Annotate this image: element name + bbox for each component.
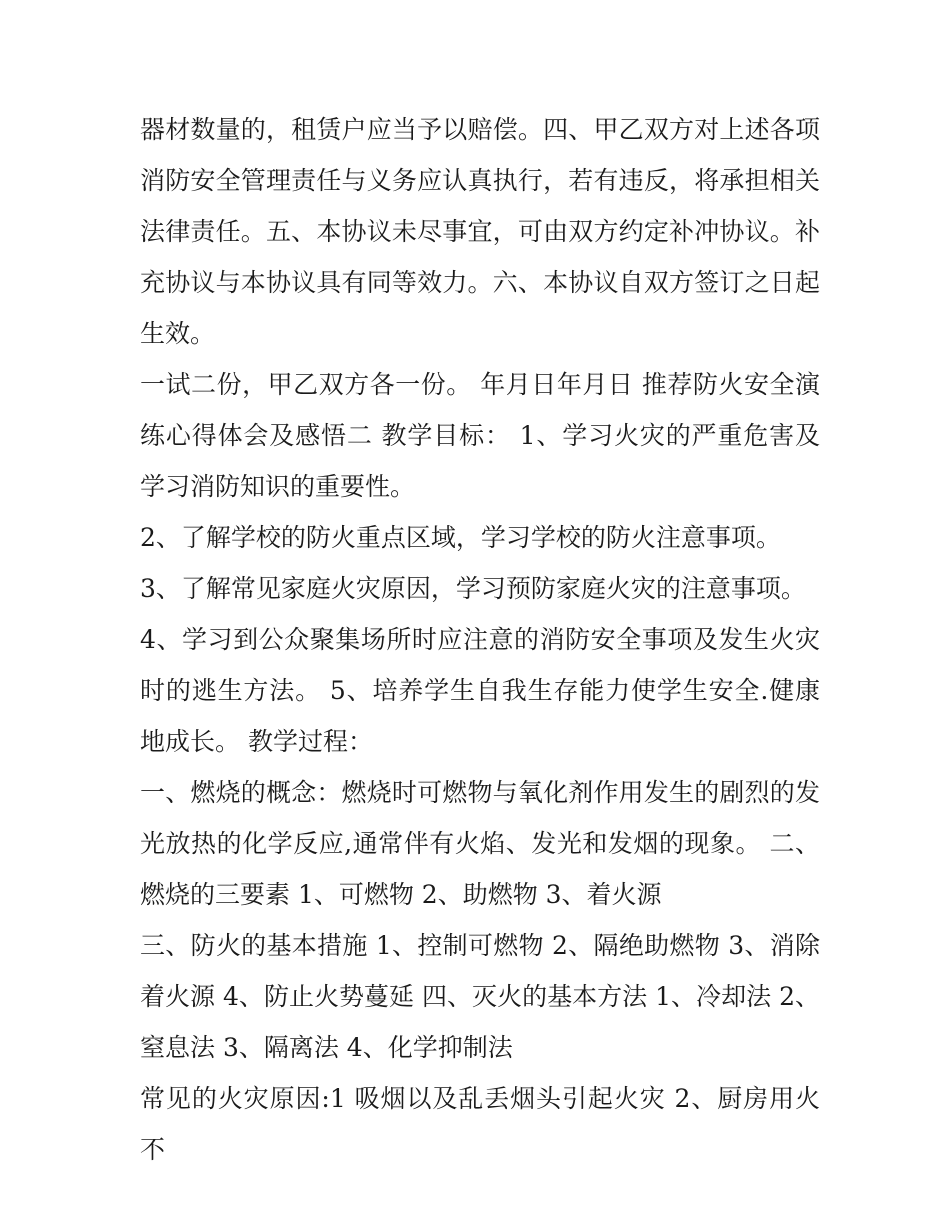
- paragraph-8: 常见的火灾原因:1 吸烟以及乱丢烟头引起火灾 2、厨房用火不: [140, 1084, 820, 1164]
- paragraph-1: 器材数量的，租赁户应当予以赔偿。四、甲乙双方对上述各项消防安全管理责任与义务应认真执行，若有违反，将承担相关法律责任。五、本协议未尽事宜，可由双方约定补冲协议。补充协议与本协议具有同等效力。六、本协议自双方签订之日起生效。: [140, 115, 820, 348]
- paragraph-7: 三、防火的基本措施 1、控制可燃物 2、隔绝助燃物 3、消除着火源 4、防止火势蔓延 四、灭火的基本方法 1、冷却法 2、窒息法 3、隔离法 4、化学抑制法: [140, 931, 820, 1062]
- paragraph-2: 一试二份，甲乙双方各一份。 年月日年月日 推荐防火安全演练心得体会及感悟二 教学目标： 1、学习火灾的严重危害及学习消防知识的重要性。: [140, 370, 820, 501]
- document-body: [140, 104, 820, 1175]
- paragraph-5: 4、学习到公众聚集场所时应注意的消防安全事项及发生火灾时的逃生方法。 5、培养学生自我生存能力使学生安全.健康地成长。 教学过程：: [140, 625, 820, 756]
- paragraph-6: 一、燃烧的概念：燃烧时可燃物与氧化剂作用发生的剧烈的发光放热的化学反应,通常伴有火焰、发光和发烟的现象。 二、燃烧的三要素 1、可燃物 2、助燃物 3、着火源: [140, 778, 820, 909]
- paragraph-4: 3、了解常见家庭火灾原因，学习预防家庭火灾的注意事项。: [140, 574, 806, 603]
- paragraph-3: 2、了解学校的防火重点区域，学习学校的防火注意事项。: [140, 523, 781, 552]
